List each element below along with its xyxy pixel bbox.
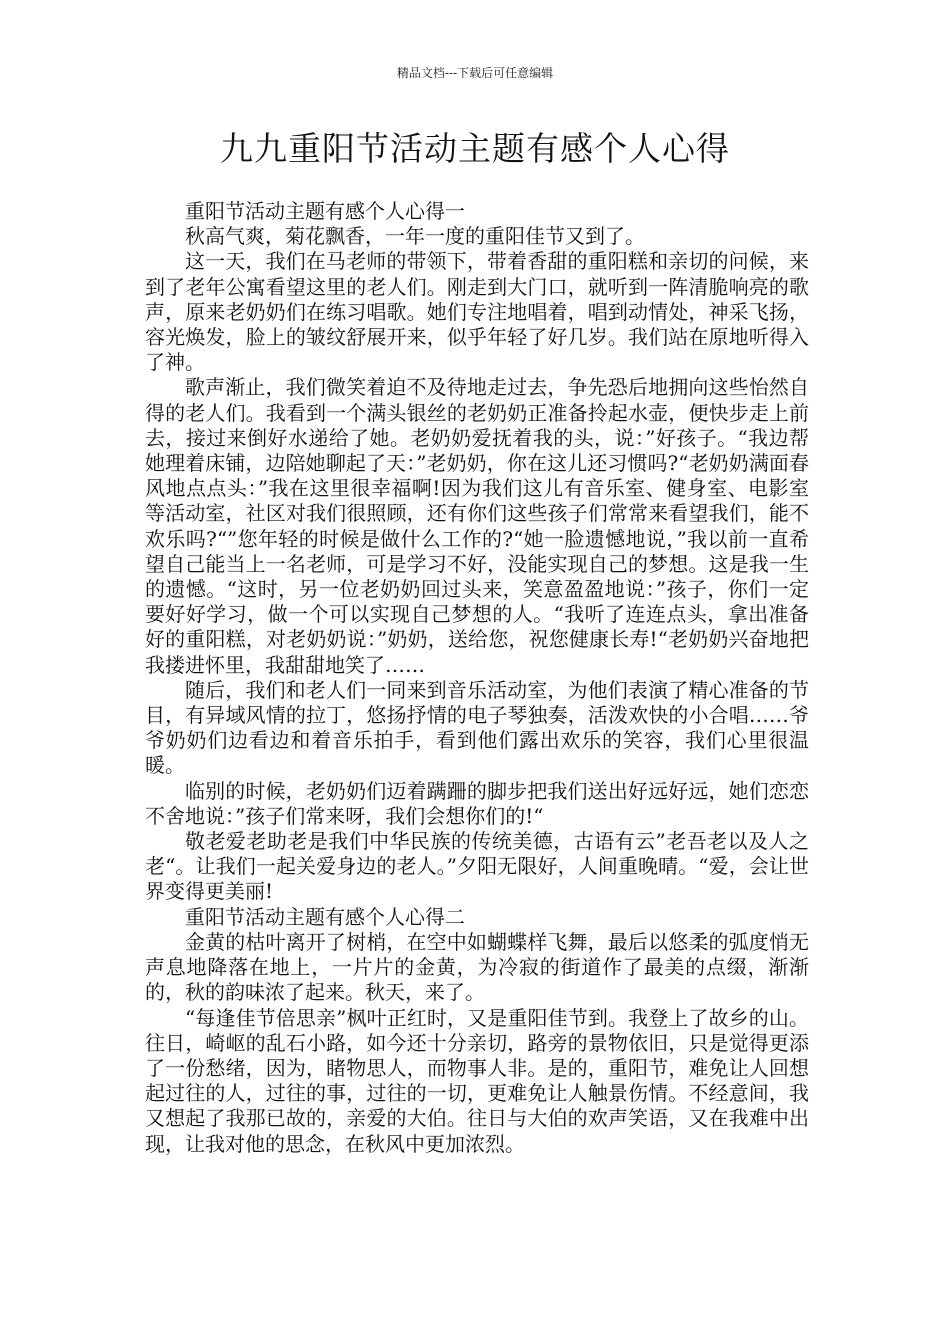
header-note: 精品文档---下载后可任意编辑 <box>396 66 554 80</box>
paragraph: 这一天，我们在马老师的带领下，带着香甜的重阳糕和亲切的问候，来到了老年公寓看望这里的老人们。刚走到大门口，就听到一阵清脆响亮的歌声，原来老奶奶们在练习唱歌。她们专注地唱着，唱到动情处，神采飞扬，容光焕发，脸上的皱纹舒展开来，似乎年轻了好几岁。我们站在原地听得入了神。 <box>145 249 809 375</box>
section-heading-one: 重阳节活动主题有感个人心得一 <box>185 199 465 223</box>
paragraph: 临别的时候，老奶奶们迈着蹒跚的脚步把我们送出好远好远，她们恋恋不舍地说：”孩子们常来呀，我们会想你们的!“ <box>145 778 809 828</box>
paragraph: “每逢佳节倍思亲”枫叶正红时，又是重阳佳节到。我登上了故乡的山。往日，崎岖的乱石小路，如今还十分亲切，路旁的景物依旧，只是觉得更添了一份愁绪，因为，睹物思人，而物事人非。是的，重阳节，难免让人回想起过往的人，过往的事，过往的一切，更难免让人触景伤情。不经意间，我又想起了我那已故的，亲爱的大伯。往日与大伯的欢声笑语，又在我难中出现，让我对他的思念，在秋风中更加浓烈。 <box>145 1005 809 1156</box>
paragraph: 金黄的枯叶离开了树梢，在空中如蝴蝶样飞舞，最后以悠柔的弧度悄无声息地降落在地上，一片片的金黄，为冷寂的街道作了最美的点缀，渐渐的，秋的韵味浓了起来。秋天，来了。 <box>145 929 809 1005</box>
paragraph: 歌声渐止，我们微笑着迫不及待地走过去，争先恐后地拥向这些怡然自得的老人们。我看到一个满头银丝的老奶奶正准备拎起水壶，便快步走上前去，接过来倒好水递给了她。老奶奶爱抚着我的头，说：”好孩子。“我边帮她理着床铺，边陪她聊起了天：”老奶奶，你在这儿还习惯吗?“老奶奶满面春风地点点头：”我在这里很幸福啊!因为我们这儿有音乐室、健身室、电影室等活动室，社区对我们很照顾，还有你们这些孩子们常常来看望我们，能不欢乐吗?“”您年轻的时候是做什么工作的?“她一脸遗憾地说，”我以前一直希望自己能当上一名老师，可是学习不好，没能实现自己的梦想。这是我一生的遗憾。“这时，另一位老奶奶回过头来，笑意盈盈地说：”孩子，你们一定要好好学习，做一个可以实现自己梦想的人。“我听了连连点头，拿出准备好的重阳糕，对老奶奶说：”奶奶，送给您，祝您健康长寿!“老奶奶兴奋地把我搂进怀里，我甜甜地笑了…… <box>145 375 809 677</box>
document-title: 九九重阳节活动主题有感个人心得 <box>220 129 730 168</box>
document-body <box>145 199 809 1157</box>
paragraph: 敬老爱老助老是我们中华民族的传统美德，古语有云”老吾老以及人之老“。让我们一起关爱身边的老人。”夕阳无限好，人间重晚晴。“爱，会让世界变得更美丽! <box>145 829 809 904</box>
section-heading-two: 重阳节活动主题有感个人心得二 <box>185 904 465 929</box>
paragraph: 随后，我们和老人们一同来到音乐活动室，为他们表演了精心准备的节目，有异域风情的拉丁，悠扬抒情的电子琴独奏，活泼欢快的小合唱……爷爷奶奶们边看边和着音乐拍手，看到他们露出欢乐的笑容，我们心里很温暖。 <box>145 677 809 778</box>
paragraph: 秋高气爽，菊花飘香，一年一度的重阳佳节又到了。 <box>185 224 645 249</box>
